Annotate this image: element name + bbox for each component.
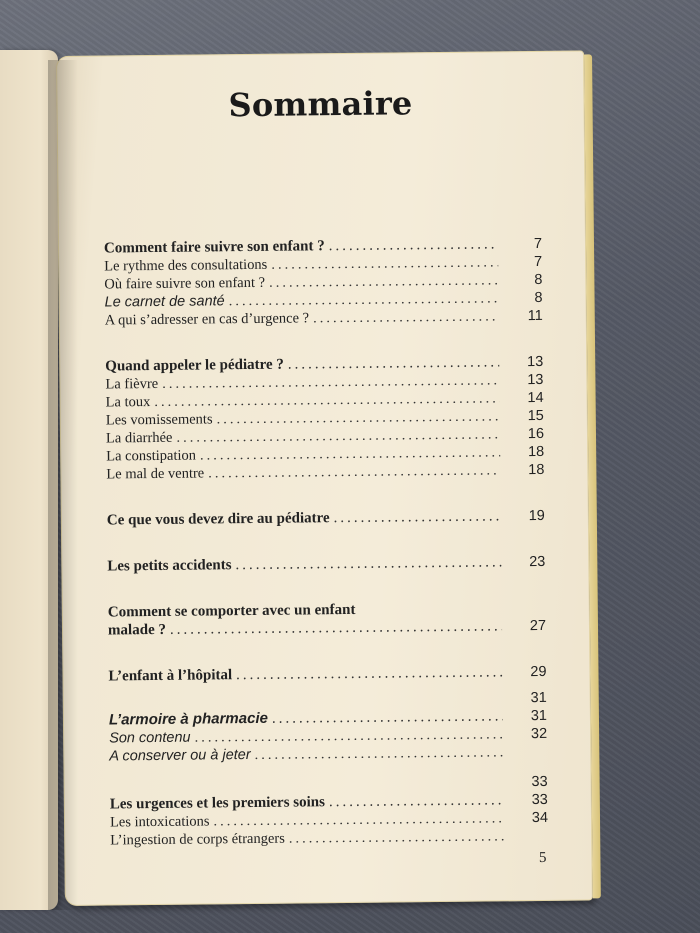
toc-page-number: 14 [527,389,544,407]
toc-item-label: Le mal de ventre [106,465,205,483]
toc-item-label: La fièvre [105,375,159,393]
dot-leader [170,617,502,638]
toc-page-number: 13 [527,353,544,371]
toc-item-label: L’ingestion de corps étrangers [110,830,285,849]
dot-leader [255,743,504,764]
toc-item-label: Les intoxications [109,813,210,831]
toc-item-label: A conserver ou à jeter [109,747,251,765]
toc-page-number: 11 [527,307,543,325]
toc-item-label: Les vomissements [105,411,213,429]
dot-leader [235,553,501,574]
toc-page-number: 7 [533,235,543,253]
book-page [56,50,593,905]
dot-leader [334,507,501,527]
page-edge [584,54,601,898]
toc-section-title: malade ? [107,621,167,639]
toc-page-number: 32 [530,725,548,743]
toc-page-number: 29 [530,663,547,681]
toc-page-number: 33 [531,791,548,809]
toc-page-number: 31 [530,707,548,725]
toc-section-title: Ce que vous devez dire au pédiatre [106,510,330,529]
toc-item-label: Le rythme des consultations [104,256,268,275]
dot-leader [329,791,504,811]
toc-item-label: La constipation [106,447,197,465]
left-page-edge [0,50,58,910]
toc-item-label: La toux [105,394,151,411]
toc-page-number: 27 [529,617,547,635]
page-title: Sommaire [228,84,413,125]
toc-item-label: Où faire suivre son enfant ? [104,274,266,293]
table-of-contents [104,235,548,850]
toc-section-title: Les petits accidents [107,557,232,575]
toc-page-number: 31 [530,689,547,707]
dot-leader [289,827,505,847]
toc-section-title: L’enfant à l’hôpital [108,667,233,685]
toc-item-label: A qui s’adresser en cas d’urgence ? [104,310,310,329]
page-number: 5 [538,849,547,866]
toc-page-number: 7 [534,253,543,271]
toc-item [110,827,548,850]
toc-page-number: 18 [528,461,545,479]
toc-page-number: 8 [534,271,543,289]
dot-leader [269,271,499,291]
toc-page-number: 16 [527,425,545,443]
toc-page-number: 15 [527,407,544,425]
toc-page-number: 18 [527,443,545,461]
toc-item-label: Son contenu [109,729,191,747]
toc-item-label: La diarrhée [105,429,173,447]
toc-section-title: Comment faire suivre son enfant ? [103,238,325,257]
toc-section-title: Quand appeler le pédiatre ? [105,356,284,375]
toc-page-number: 13 [527,371,544,389]
dot-leader [272,707,503,727]
toc-item [109,743,547,766]
toc-page-number: 33 [531,773,548,791]
dot-leader [313,307,499,327]
toc-section-title: Comment se comporter avec un enfant [107,601,356,621]
toc-item-label: Le carnet de santé [104,293,225,311]
toc-section [108,663,546,686]
dot-leader [288,353,500,373]
toc-page-number: 23 [529,553,546,571]
dot-leader [271,253,498,273]
toc-section-title: L’armoire à pharmacie [108,709,269,729]
toc-page-number: 8 [534,289,543,307]
dot-leader [236,663,503,684]
dot-leader [208,461,500,482]
toc-page-number: 19 [528,507,545,525]
toc-page-number: 34 [531,809,549,827]
toc-section-title: Les urgences et les premiers soins [109,794,326,813]
dot-leader [329,235,498,255]
